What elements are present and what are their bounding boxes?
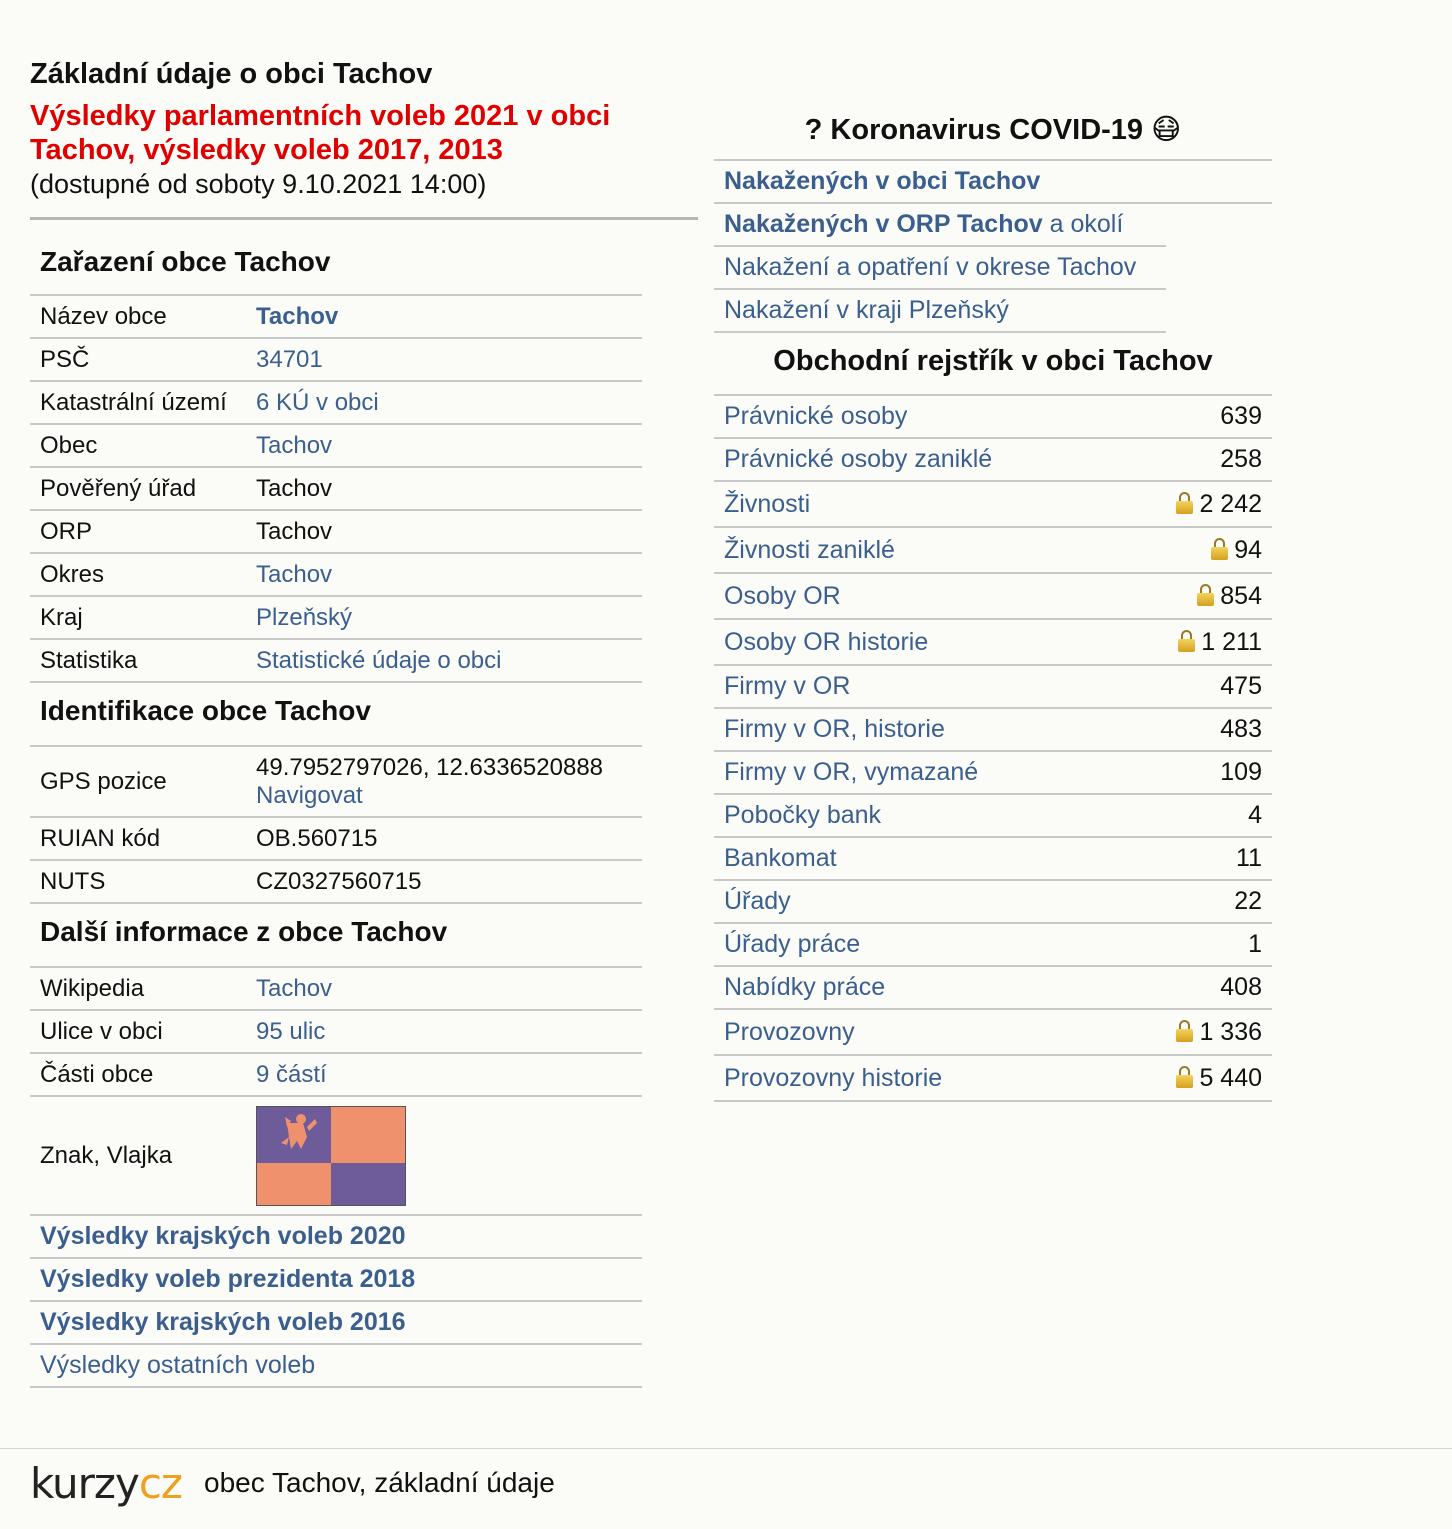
row-label: Katastrální území	[30, 381, 246, 424]
table-row	[30, 296, 642, 338]
register-item-count: 5 440	[1199, 1063, 1262, 1092]
table-row	[714, 396, 1272, 438]
table-row	[30, 817, 642, 860]
more-info-table	[30, 968, 642, 1216]
table-row	[30, 381, 642, 424]
covid-heading	[714, 112, 1272, 161]
lock-icon	[1176, 1066, 1193, 1088]
lock-icon	[1176, 1020, 1193, 1042]
table-row	[714, 837, 1272, 880]
table-row	[30, 424, 642, 467]
covid-region-link[interactable]: Nakažení v kraji Plzeňský	[724, 296, 1009, 324]
election-link-2016[interactable]: Výsledky krajských voleb 2016	[40, 1308, 406, 1336]
register-item-link[interactable]: Právnické osoby zaniklé	[724, 445, 993, 473]
face-mask-icon: 😷	[1151, 114, 1182, 146]
district-link[interactable]: Tachov	[256, 560, 333, 588]
table-row	[714, 1009, 1272, 1055]
register-item-link[interactable]: Právnické osoby	[724, 402, 908, 430]
register-item-link[interactable]: Bankomat	[724, 844, 837, 872]
register-item-link[interactable]: Firmy v OR, historie	[724, 715, 945, 743]
list-item	[30, 1216, 642, 1259]
table-row	[30, 553, 642, 596]
register-item-link[interactable]: Úřady práce	[724, 930, 861, 958]
register-item-count: 4	[1248, 801, 1262, 829]
table-row	[714, 1055, 1272, 1101]
register-item-count: 408	[1220, 973, 1262, 1001]
register-item-link[interactable]: Osoby OR	[724, 581, 841, 610]
register-item-link[interactable]: Firmy v OR	[724, 672, 851, 700]
authorized-office-value: Tachov	[246, 467, 642, 510]
logo-accent: cz	[138, 1459, 182, 1508]
register-item-count: 483	[1220, 715, 1262, 743]
table-row	[30, 596, 642, 639]
availability-note: (dostupné od soboty 9.10.2021 14:00)	[30, 169, 487, 199]
ruian-value: OB.560715	[246, 817, 642, 860]
flag-quarter-lion	[257, 1107, 331, 1163]
lion-icon	[257, 1107, 331, 1156]
statistics-link[interactable]: Statistické údaje o obci	[256, 646, 502, 674]
table-row	[30, 747, 642, 817]
table-row	[30, 510, 642, 553]
register-item-link[interactable]: Provozovny historie	[724, 1063, 943, 1092]
covid-district-link[interactable]: Nakažení a opatření v okrese Tachov	[724, 253, 1137, 281]
cadastral-areas-link[interactable]: 6 KÚ v obci	[256, 388, 379, 416]
register-item-count: 2 242	[1199, 489, 1262, 518]
row-label: Název obce	[30, 296, 246, 338]
row-label: Okres	[30, 553, 246, 596]
gps-value: 49.7952797026, 12.6336520888	[256, 753, 604, 781]
postal-code-link[interactable]: 34701	[256, 345, 323, 373]
table-row	[714, 438, 1272, 481]
lock-icon	[1197, 584, 1214, 606]
streets-label: Ulice v obci	[30, 1010, 246, 1053]
list-item	[714, 247, 1166, 290]
lock-icon	[1178, 630, 1195, 652]
table-row	[714, 923, 1272, 966]
lock-icon	[1176, 492, 1193, 514]
classification-table	[30, 296, 642, 683]
table-row	[714, 708, 1272, 751]
table-row	[714, 481, 1272, 527]
election-link-2018[interactable]: Výsledky voleb prezidenta 2018	[40, 1265, 416, 1293]
footer-caption: obec Tachov, základní údaje	[204, 1467, 555, 1498]
flag-quarter	[257, 1163, 331, 1205]
register-item-count: 22	[1234, 887, 1262, 915]
page-title: Základní údaje o obci Tachov	[30, 58, 433, 90]
register-item-count: 1 211	[1201, 627, 1262, 656]
footer	[0, 1448, 1452, 1529]
register-item-count: 854	[1220, 581, 1262, 610]
register-item-count: 475	[1220, 672, 1262, 700]
flag-label: Znak, Vlajka	[30, 1096, 246, 1215]
table-row	[714, 751, 1272, 794]
register-item-count: 94	[1234, 535, 1262, 564]
placeholder-glyph-icon: ?	[804, 114, 823, 146]
register-item-link[interactable]: Úřady	[724, 887, 791, 915]
table-row	[714, 665, 1272, 708]
table-row	[30, 467, 642, 510]
table-row	[714, 573, 1272, 619]
wikipedia-label: Wikipedia	[30, 968, 246, 1010]
row-label: PSČ	[30, 338, 246, 381]
list-item	[30, 1302, 642, 1345]
classification-heading: Zařazení obce Tachov	[30, 220, 642, 296]
register-item-count: 1	[1248, 930, 1262, 958]
parts-label: Části obce	[30, 1053, 246, 1096]
streets-link[interactable]: 95 ulic	[256, 1017, 326, 1045]
identification-heading: Identifikace obce Tachov	[30, 683, 642, 747]
register-item-count: 11	[1236, 844, 1262, 872]
right-column	[714, 112, 1272, 1102]
register-item-link[interactable]: Živnosti	[724, 489, 811, 518]
register-item-link[interactable]: Nabídky práce	[724, 973, 886, 1001]
table-row	[714, 794, 1272, 837]
register-item-link[interactable]: Živnosti zaniklé	[724, 535, 895, 564]
flag-quarter	[331, 1107, 405, 1163]
row-label: ORP	[30, 510, 246, 553]
covid-orp-link[interactable]: Nakažených v ORP Tachov	[724, 210, 1043, 238]
gps-label: GPS pozice	[30, 747, 246, 817]
orp-value: Tachov	[246, 510, 642, 553]
municipality-link[interactable]: Tachov	[256, 431, 333, 459]
flag-quarter	[331, 1163, 405, 1205]
register-item-link[interactable]: Osoby OR historie	[724, 627, 929, 656]
table-row	[30, 1096, 642, 1215]
covid-orp-suffix: a okolí	[1042, 210, 1124, 238]
lock-icon	[1211, 538, 1228, 560]
table-row	[30, 639, 642, 682]
parliament-elections-link[interactable]: Výsledky parlamentních voleb 2021 v obci Tachov, výsledky voleb 2017, 2013	[30, 100, 611, 166]
more-info-heading: Další informace z obce Tachov	[30, 904, 642, 968]
election-link-2020[interactable]: Výsledky krajských voleb 2020	[40, 1222, 406, 1250]
table-row	[30, 338, 642, 381]
covid-heading-text: Koronavirus COVID-19	[830, 114, 1144, 146]
register-item-link[interactable]: Firmy v OR, vymazané	[724, 758, 979, 786]
business-register-table	[714, 396, 1272, 1102]
list-item	[30, 1259, 642, 1302]
table-row	[714, 880, 1272, 923]
register-item-count: 109	[1220, 758, 1262, 786]
wikipedia-link[interactable]: Tachov	[256, 974, 333, 1002]
nuts-label: NUTS	[30, 860, 246, 903]
table-row	[714, 619, 1272, 665]
flag-image[interactable]	[256, 1106, 406, 1206]
table-row	[714, 527, 1272, 573]
elections-list	[30, 1216, 642, 1388]
business-register-heading: Obchodní rejstřík v obci Tachov	[714, 333, 1272, 396]
table-row	[30, 968, 642, 1010]
table-row	[30, 1053, 642, 1096]
left-column	[30, 58, 698, 1388]
logo-main: kurzy	[30, 1459, 139, 1508]
table-row	[30, 1010, 642, 1053]
covid-links	[714, 161, 1272, 333]
register-item-count: 1 336	[1199, 1017, 1262, 1046]
kurzy-logo[interactable]	[30, 1459, 182, 1508]
list-item	[714, 290, 1166, 333]
municipality-name-link[interactable]: Tachov	[256, 302, 339, 330]
region-link[interactable]: Plzeňský	[256, 603, 353, 631]
row-label: Pověřený úřad	[30, 467, 246, 510]
nuts-value: CZ0327560715	[246, 860, 642, 903]
list-item	[30, 1345, 642, 1388]
register-item-count: 639	[1220, 402, 1262, 430]
parts-link[interactable]: 9 částí	[256, 1060, 327, 1088]
row-label: Statistika	[30, 639, 246, 682]
row-label: Kraj	[30, 596, 246, 639]
covid-municipality-link[interactable]: Nakažených v obci Tachov	[724, 167, 1041, 195]
table-row	[714, 966, 1272, 1009]
navigate-link[interactable]: Navigovat	[256, 781, 363, 809]
election-link-other[interactable]: Výsledky ostatních voleb	[40, 1351, 316, 1379]
ruian-label: RUIAN kód	[30, 817, 246, 860]
list-item	[714, 161, 1272, 204]
register-item-count: 258	[1220, 445, 1262, 473]
table-row	[30, 860, 642, 903]
register-item-link[interactable]: Provozovny	[724, 1017, 855, 1046]
register-item-link[interactable]: Pobočky bank	[724, 801, 882, 829]
identification-table	[30, 747, 642, 904]
row-label: Obec	[30, 424, 246, 467]
list-item	[714, 204, 1166, 247]
